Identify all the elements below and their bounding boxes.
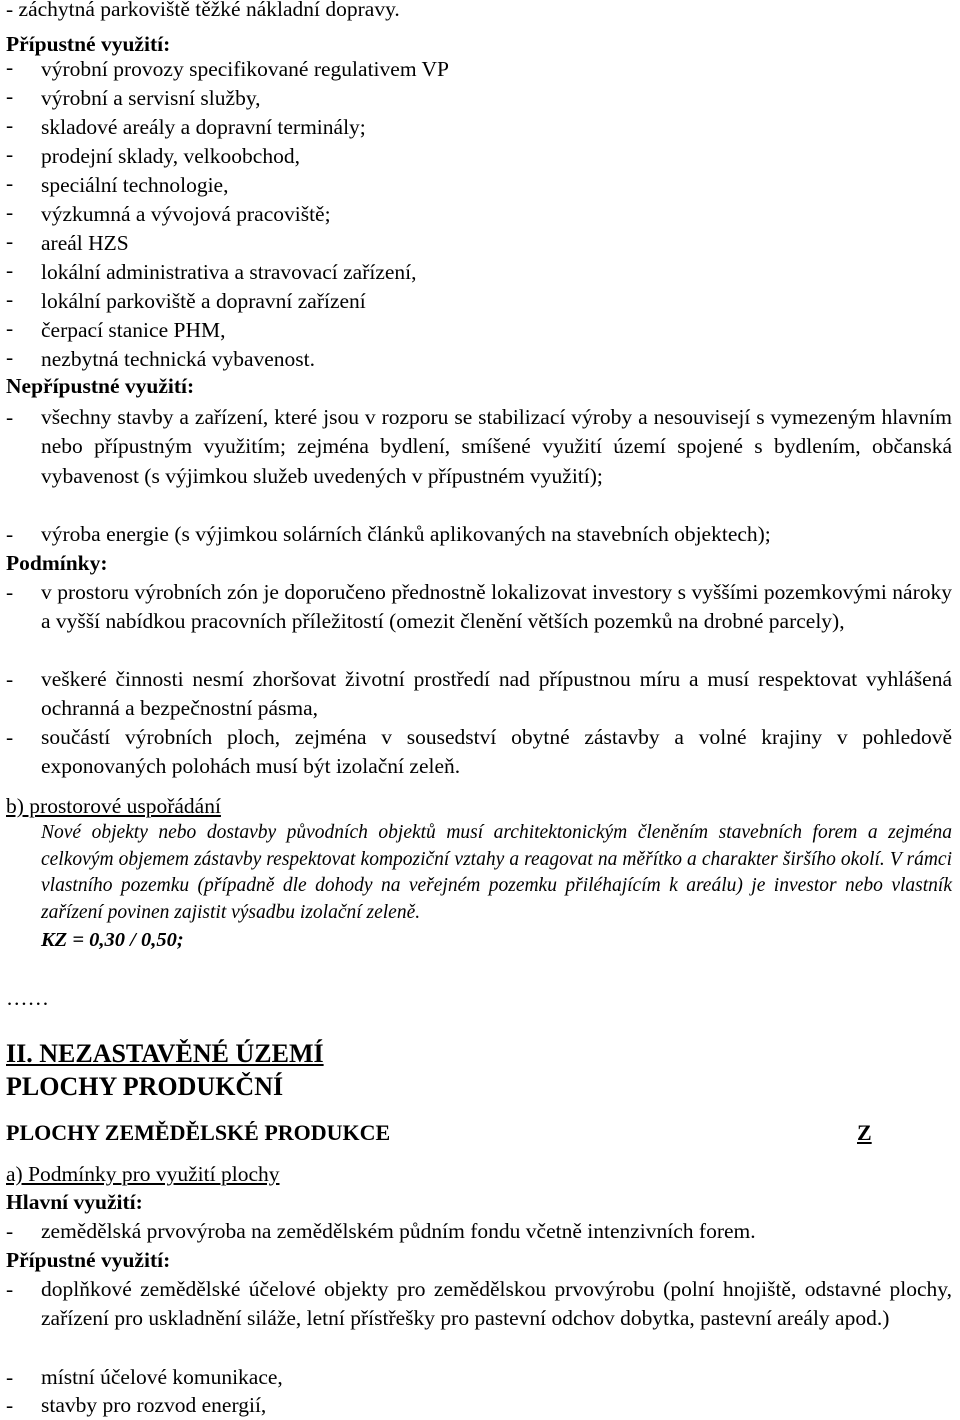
area-code: Z	[857, 1120, 872, 1145]
list-item: - skladové areály a dopravní terminály;	[6, 113, 366, 139]
heading-allowed-use: Přípustné využití:	[6, 32, 171, 56]
heading-conditions: Podmínky:	[6, 551, 108, 575]
area-title: PLOCHY ZEMĚDĚLSKÉ PRODUKCE	[6, 1120, 391, 1145]
list-item: - nezbytná technická vybavenost.	[6, 345, 316, 371]
heading-disallowed-use: Nepřípustné využití:	[6, 374, 195, 398]
list-item: - záchytná parkoviště těžké nákladní dopravy.	[6, 0, 400, 21]
chapter-subtitle: PLOCHY PRODUKČNÍ	[6, 1072, 284, 1101]
list-item: - zemědělská prvovýroba na zemědělském půdním fondu včetně intenzivních forem.	[6, 1219, 756, 1243]
list-item: - doplňkové zemědělské účelové objekty pro zemědělskou prvovýrobu (polní hnojiště, odstavné plochy, zařízení pro uskladnění siláže, letní přístřešky pro pastevní odchov dobytka, pastevní areály apod.)	[6, 1277, 952, 1331]
list-item: - prodejní sklady, velkoobchod,	[6, 142, 300, 168]
list-item: - výrobní a servisní služby,	[6, 84, 261, 110]
chapter-title: II. NEZASTAVĚNÉ ÚZEMÍ	[6, 1039, 324, 1068]
section-b-heading: b) prostorové uspořádání	[6, 794, 221, 818]
list-item: - v prostoru výrobních zón je doporučeno přednostně lokalizovat investory s vyššími pozemkovými nároky a vyšší nabídkou pracovních příležitostí (omezit členění větších pozemků na drobné parcely),	[6, 580, 952, 634]
section-a-heading: a) Podmínky pro využití plochy	[6, 1162, 280, 1186]
heading-allowed-use-2: Přípustné využití:	[6, 1248, 171, 1272]
list-item: - výzkumná a vývojová pracoviště;	[6, 200, 331, 226]
kz-coefficient: KZ = 0,30 / 0,50;	[41, 929, 184, 951]
heading-main-use: Hlavní využití:	[6, 1190, 143, 1214]
list-item: - výroba energie (s výjimkou solárních článků aplikovaných na stavebních objektech);	[6, 522, 771, 546]
list-item: - všechny stavby a zařízení, které jsou v rozporu se stabilizací výroby a nesouvisejí s vymezeným hlavním nebo přípustným využitím; zejména bydlení, smíšené využití území spojené s bydlením, občanská vybavenost (s výjimkou služeb uvedených v přípustném využití);	[6, 405, 952, 488]
list-item: - speciální technologie,	[6, 171, 229, 197]
list-item: - lokální administrativa a stravovací zařízení,	[6, 258, 417, 284]
list-item: - čerpací stanice PHM,	[6, 316, 226, 342]
list-item: - stavby pro rozvod energií,	[6, 1393, 267, 1417]
section-b-paragraph: Nové objekty nebo dostavby původních objektů musí architektonickým členěním stavebních forem a zejména celkovým objemem zástavby respektovat kompoziční vztahy a reagovat na měřítko a charakter širšího okolí. V rámci vlastního pozemku (případně dle dohody na veřejném pozemku přiléhajícím k areálu) je investor nebo vlastník zařízení povinen zajistit výsadbu izolační zeleně.	[41, 822, 952, 924]
list-item: - součástí výrobních ploch, zejména v sousedství obytné zástavby a volné krajiny v pohledově exponovaných polohách musí být izolační zeleň.	[6, 725, 952, 779]
list-item: - veškeré činnosti nesmí zhoršovat životní prostředí nad přípustnou míru a musí respektovat vyhlášená ochranná a bezpečnostní pásma,	[6, 667, 952, 721]
list-item: - areál HZS	[6, 229, 129, 255]
list-item: - lokální parkoviště a dopravní zařízení	[6, 287, 366, 313]
ellipsis: ……	[6, 986, 49, 1010]
list-item: - výrobní provozy specifikované regulativem VP	[6, 55, 450, 81]
list-item: - místní účelové komunikace,	[6, 1365, 283, 1389]
